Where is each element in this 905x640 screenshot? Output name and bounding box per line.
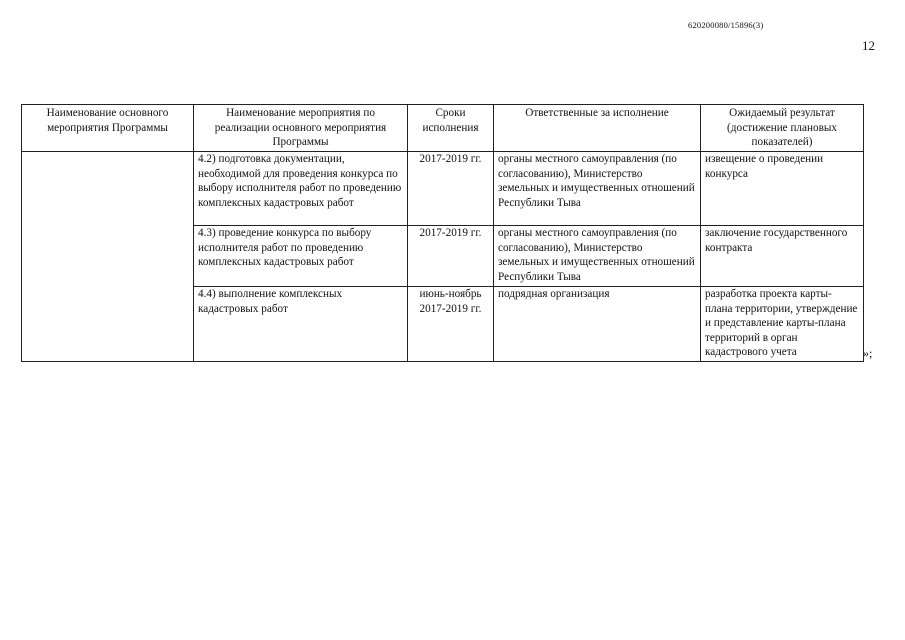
- page-number: 12: [862, 38, 875, 53]
- responsible-cell: органы местного самоуправления (по согласованию), Министерство земельных и имущественных отношений Республики Тыва: [494, 152, 701, 226]
- table-row: [22, 152, 864, 226]
- header-responsible: Ответственные за исполнение: [494, 105, 701, 152]
- result-cell: извещение о проведении конкурса: [701, 152, 864, 226]
- result-cell: разработка проекта карты-плана территории, утверждение и представление карты-плана территорий в орган кадастрового учета: [701, 287, 864, 362]
- term-cell: 2017-2019 гг.: [408, 226, 494, 287]
- header-main-activity: Наименование основного мероприятия Программы: [22, 105, 194, 152]
- header-expected-result: Ожидаемый результат (достижение плановых показателей): [701, 105, 864, 152]
- program-activities-table: [21, 104, 864, 362]
- header-activity: Наименование мероприятия по реализации основного мероприятия Программы: [194, 105, 408, 152]
- term-cell: 2017-2019 гг.: [408, 152, 494, 226]
- activity-cell: 4.3) проведение конкурса по выбору исполнителя работ по проведению комплексных кадастровых работ: [194, 226, 408, 287]
- header-term: Сроки исполнения: [408, 105, 494, 152]
- activity-cell: 4.2) подготовка документации, необходимой для проведения конкурса по выбору исполнителя работ по проведению комплексных кадастровых работ: [194, 152, 408, 226]
- responsible-cell: органы местного самоуправления (по согласованию), Министерство земельных и имущественных отношений Республики Тыва: [494, 226, 701, 287]
- result-cell: заключение государственного контракта: [701, 226, 864, 287]
- main-activity-cell: [22, 152, 194, 362]
- closing-quote: »;: [863, 346, 873, 360]
- document-code: 620200080/15896(3): [688, 20, 764, 30]
- responsible-cell: подрядная организация: [494, 287, 701, 362]
- term-cell: июнь-ноябрь 2017-2019 гг.: [408, 287, 494, 362]
- table-header-row: [22, 105, 864, 152]
- activity-cell: 4.4) выполнение комплексных кадастровых работ: [194, 287, 408, 362]
